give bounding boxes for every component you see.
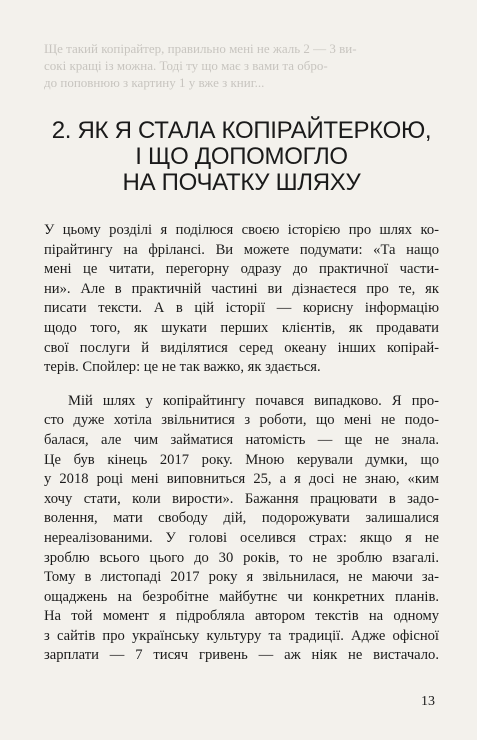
text-line: писати тексти. А в цій історії — корисну інформацію <box>44 300 439 317</box>
heading-line: НА ПОЧАТКУ ШЛЯХУ <box>122 169 361 196</box>
text-line: У цьому розділі я поділюся своєю історією про шлях ко- <box>44 222 439 238</box>
bleed-line: сокі кращі із можна. Тоді ту що має з вами та обро- <box>44 58 328 73</box>
text-line: Тому в листопаді 2017 року я звільнилася, не маючи за- <box>44 569 439 586</box>
text-line: На той момент я підробляла автором текстів на одному <box>44 608 439 625</box>
text-line: щодо того, як шукати перших клієнтів, як продавати <box>44 319 439 336</box>
body-text <box>44 221 439 666</box>
bleed-line: Ще такий копірайтер, правильно мені не жаль 2 — 3 ви- <box>44 41 357 56</box>
text-line: нереалізованими. У голові оселився страх: якщо я не <box>44 529 439 546</box>
paragraph-intro <box>44 221 439 378</box>
text-line: балася, але чим займатися натомість — ще не знала. <box>44 431 439 448</box>
page-number: 13 <box>421 694 435 709</box>
text-line: терів. Спойлер: це не так важко, як здається. <box>44 359 321 376</box>
text-line: з сайтів про українську культуру та традиції. Адже офісної <box>44 627 439 644</box>
text-line: свої послуги й виділятися серед океану інших копірай- <box>44 339 439 356</box>
text-line: пірайтингу на фрілансі. Ви можете подумати: «Та нащо <box>44 241 439 258</box>
text-line: зарплати — 7 тисяч гривень — аж ніяк не вистачало. <box>44 647 439 664</box>
text-line: Це був кінець 2017 року. Мною керували думки, що <box>44 451 439 468</box>
heading-line: І ЩО ДОПОМОГЛО <box>135 143 348 170</box>
text-line: мені це читати, перегорну одразу до практичної части- <box>44 261 439 278</box>
heading-line: 2. ЯК Я СТАЛА КОПІРАЙТЕРКОЮ, <box>51 117 432 144</box>
text-line: ни». Але в практичній частині ви дізнаєтеся про те, як <box>44 280 439 297</box>
text-line: Мій шлях у копірайтингу почався випадково. Я про- <box>68 392 439 409</box>
text-line: хочу стати, коли вирости». Бажання працювати в задо- <box>44 490 439 507</box>
chapter-heading <box>44 118 439 196</box>
text-line: зроблю всього цього до 30 років, то не зроблю взагалі. <box>44 549 439 566</box>
bleed-through-text <box>44 40 439 91</box>
paragraph-story <box>44 392 439 666</box>
text-line: у 2018 році мені виповниться 25, а я досі не знаю, «ким <box>44 471 439 488</box>
text-line: ощаджень на безробітне майбутнє чи конкретних планів. <box>44 588 439 605</box>
text-line: волення, мати свободу дій, подорожувати залишалися <box>44 510 439 527</box>
text-line: сто дуже хотіла звільнитися з роботи, що мені не подо- <box>44 412 439 429</box>
bleed-line: до поповнюю з картину 1 у вже з книг... <box>44 75 265 90</box>
